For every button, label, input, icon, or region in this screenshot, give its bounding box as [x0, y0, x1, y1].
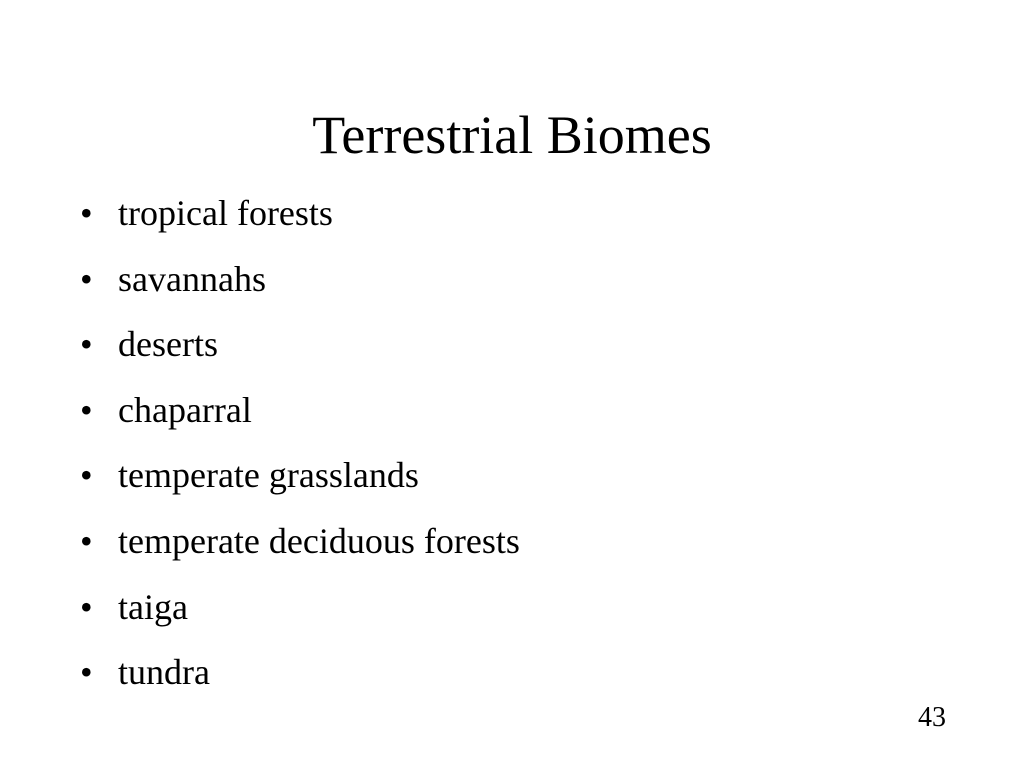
- list-item: [80, 447, 520, 513]
- list-item: [80, 579, 520, 645]
- list-item: [80, 382, 520, 448]
- bullet-dot-icon: •: [80, 258, 93, 299]
- list-item: [80, 316, 520, 382]
- bullet-text: tropical forests: [118, 193, 333, 233]
- bullet-dot-icon: •: [80, 455, 93, 496]
- list-item: [80, 251, 520, 317]
- page-number: 43: [918, 702, 946, 733]
- bullet-list: [80, 185, 520, 710]
- list-item: [80, 644, 520, 710]
- bullet-text: chaparral: [118, 389, 252, 430]
- bullet-dot-icon: •: [80, 586, 93, 627]
- bullet-text: taiga: [118, 586, 188, 627]
- bullet-text: deserts: [118, 324, 218, 365]
- bullet-dot-icon: •: [80, 652, 93, 693]
- bullet-dot-icon: •: [80, 520, 93, 561]
- list-item: [80, 513, 520, 579]
- bullet-text: tundra: [118, 652, 210, 693]
- bullet-dot-icon: •: [80, 389, 93, 430]
- bullet-dot-icon: •: [80, 324, 93, 365]
- bullet-text: temperate deciduous forests: [118, 520, 520, 561]
- bullet-dot-icon: •: [80, 193, 93, 233]
- slide-title: Terrestrial Biomes: [312, 105, 712, 165]
- list-item: [80, 185, 520, 251]
- bullet-text: temperate grasslands: [118, 455, 419, 496]
- bullet-text: savannahs: [118, 258, 266, 299]
